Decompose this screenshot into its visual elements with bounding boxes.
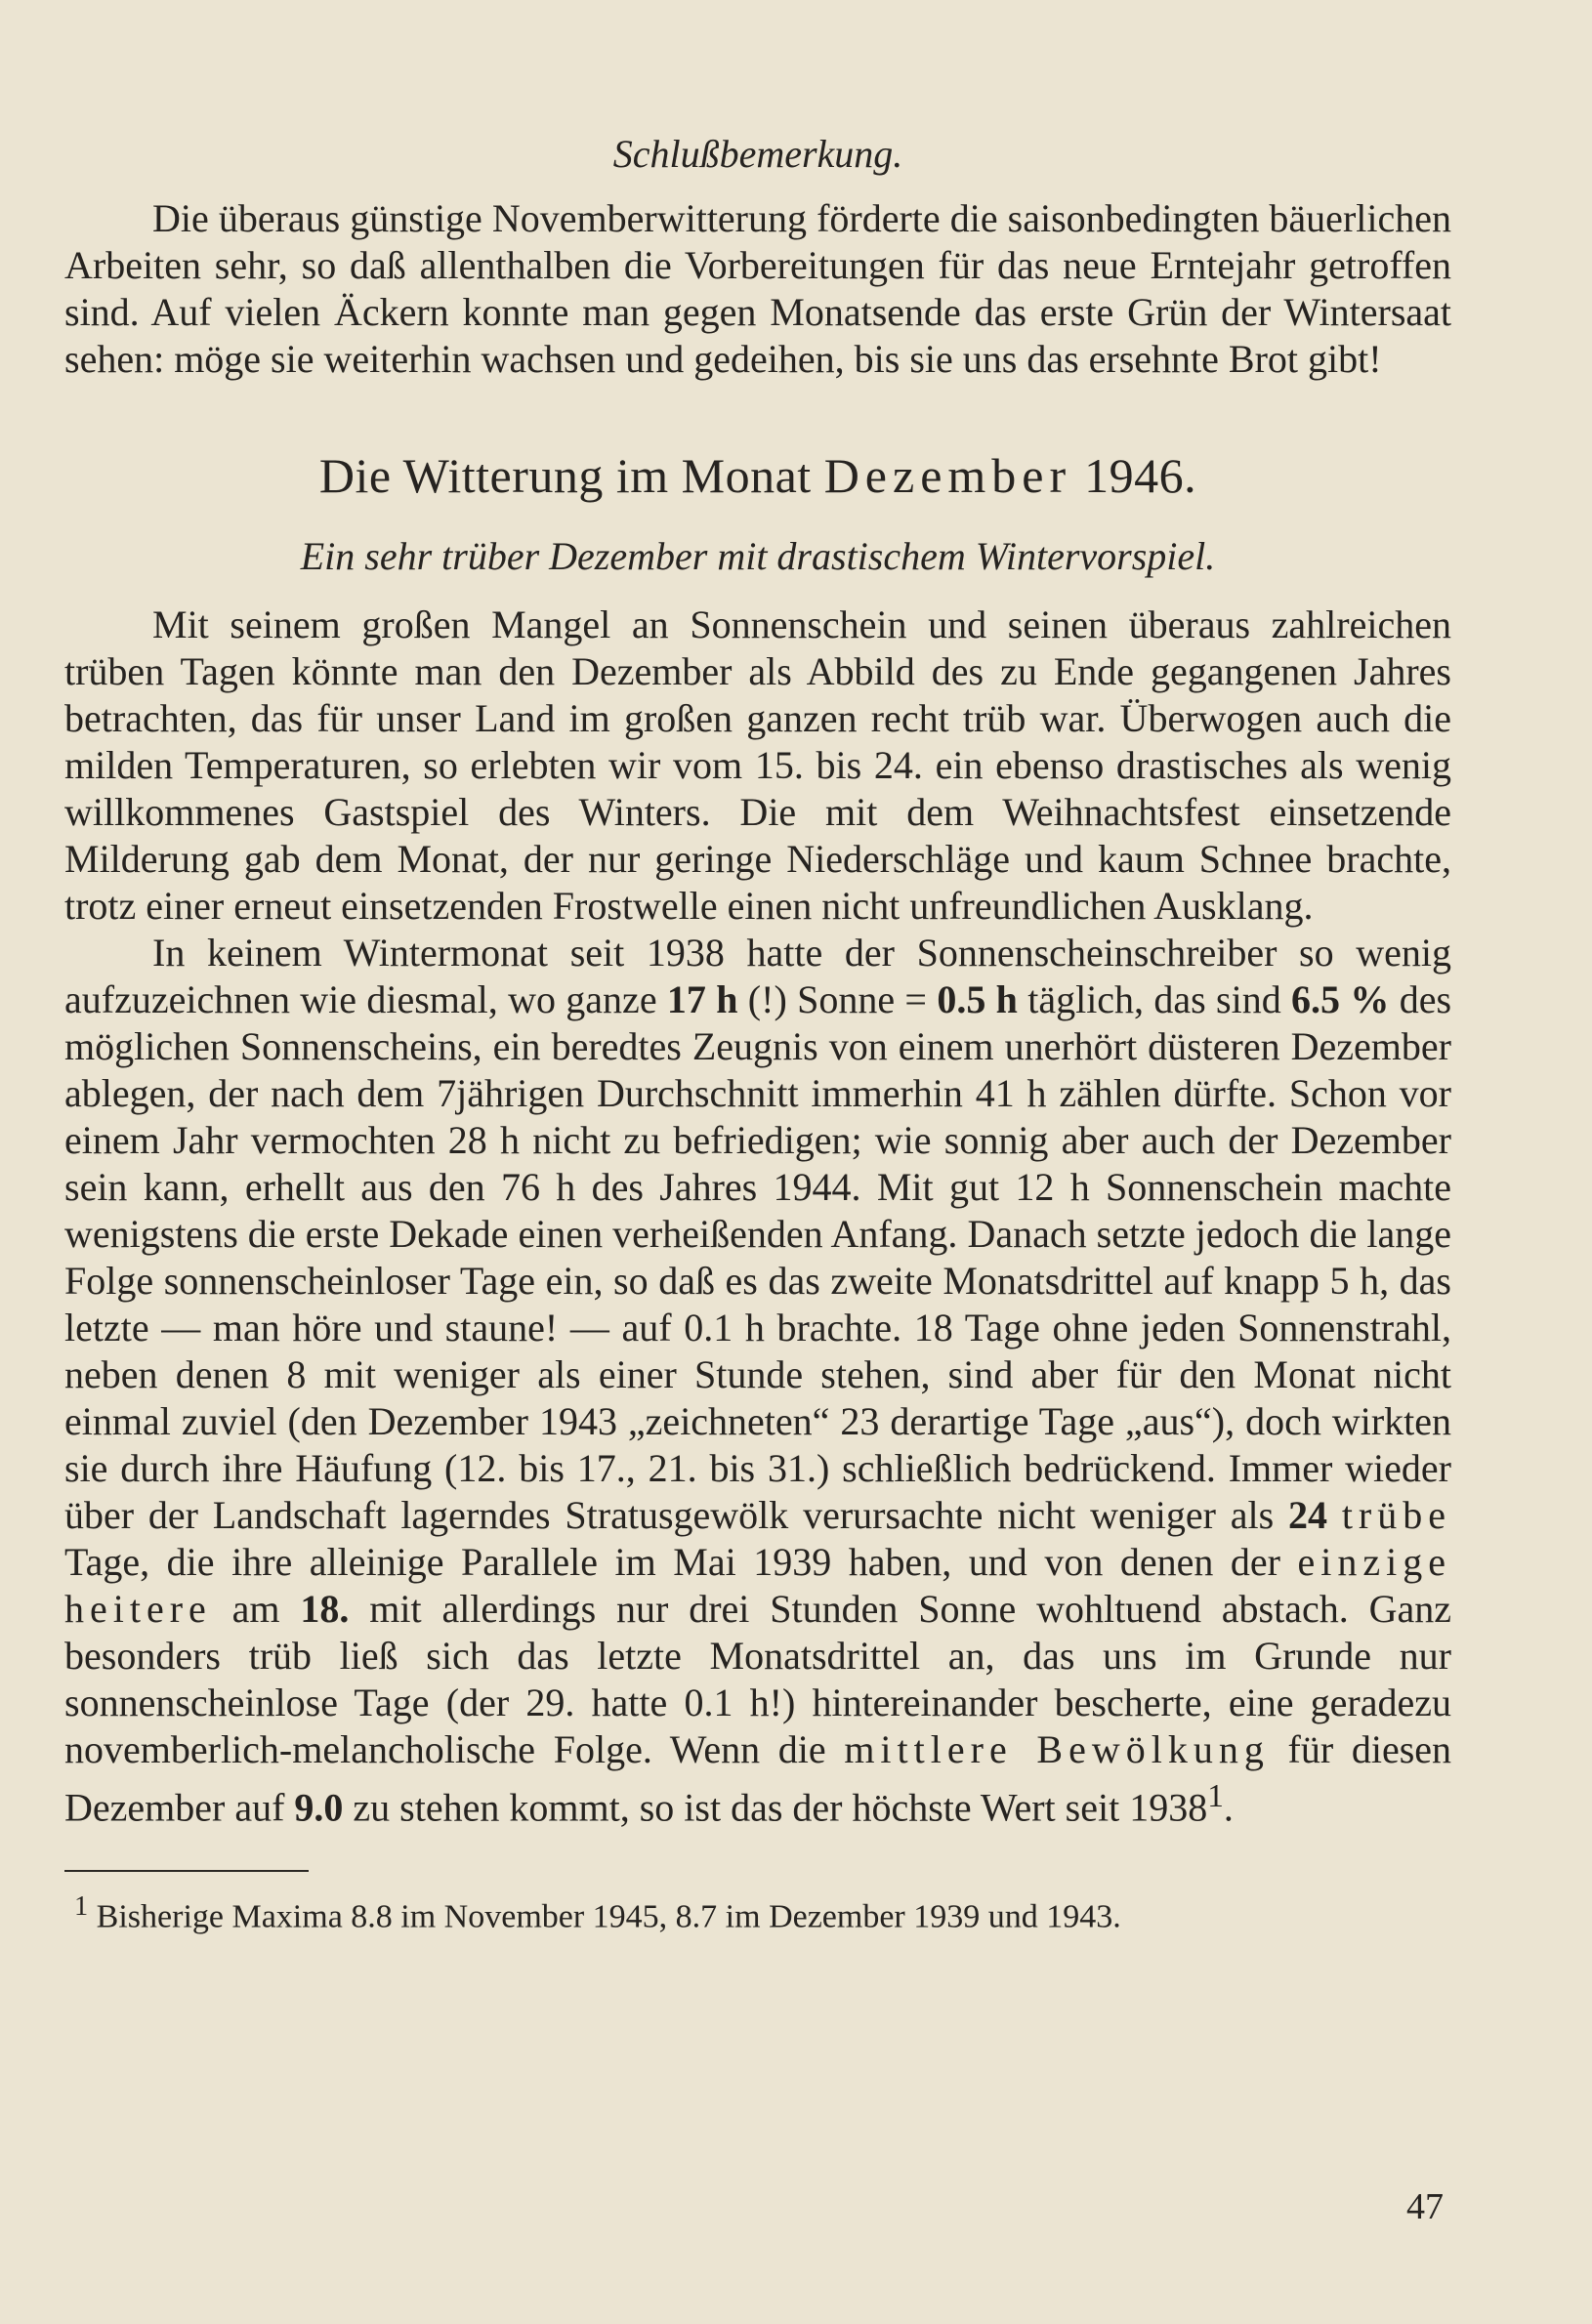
- p2-bold-3: 6.5 %: [1291, 977, 1390, 1021]
- p2-spaced-2: einzige heitere: [64, 1540, 1451, 1631]
- title-part-2: 1946.: [1071, 448, 1197, 503]
- p2-text-9: zu stehen kommt, so ist das der höchste Wert seit 1938: [343, 1785, 1208, 1830]
- footnote-divider: [64, 1870, 309, 1872]
- p2-text-5: Tage, die ihre alleinige Parallele im Mai 1939 haben, und von denen der: [64, 1540, 1298, 1584]
- closing-paragraph: Die überaus günstige Novemberwitterung förderte die saisonbedingten bäuerlichen Arbeiten sehr, so daß allenthalben die Vorbereitungen für das neue Erntejahr getroffen sind. Auf vielen Äckern konnte man gegen Monatsende das erste Grün der Wintersaat sehen: möge sie weiterhin wachsen und gedeihen, bis sie uns das ersehnte Brot gibt!: [64, 196, 1451, 381]
- p2-bold-5: 18.: [300, 1587, 350, 1631]
- paragraph-1: Mit seinem großen Mangel an Sonnenschein und seinen überaus zahlreichen trüben Tagen könnte man den Dezember als Abbild des zu Ende gegangenen Jahres betrachten, das für unser Land im großen ganzen recht trüb war. Überwogen auch die milden Temperaturen, so erlebten wir vom 15. bis 24. ein ebenso drastisches als wenig willkommenes Gastspiel des Winters. Die mit dem Weihnachtsfest einsetzende Milderung gab dem Monat, der nur geringe Niederschläge und kaum Schnee brachte, trotz einer erneut einsetzenden Frostwelle einen nicht unfreundlichen Ausklang.: [64, 602, 1451, 928]
- footnote-marker: 1: [74, 1891, 89, 1923]
- footnote-text: Bisherige Maxima 8.8 im November 1945, 8.7 im Dezember 1939 und 1943.: [88, 1898, 1121, 1935]
- footnote-reference: 1: [1207, 1778, 1224, 1814]
- p2-text-8: für diesen Dezember auf: [64, 1727, 1452, 1830]
- p2-text-6: am: [211, 1587, 301, 1631]
- paragraph-2: [64, 930, 1451, 1831]
- p2-text-7: mit allerdings nur drei Stunden Sonne wohltuend abstach. Ganz besonders trüb ließ sich das letzte Monatsdrittel an, das uns im Grunde nur sonnenscheinlose Tage (der 29. hatte 0.1 h!) hintereinander bescherte, eine geradezu novemberlich-melancholische Folge. Wenn die: [64, 1587, 1451, 1771]
- p2-bold-6: 9.0: [294, 1785, 344, 1830]
- title-month: Dezember: [823, 448, 1072, 503]
- p2-spaced-3: mittlere Bewölkung: [844, 1727, 1270, 1771]
- p2-text-1: In keinem Wintermonat seit 1938 hatte der Sonnenscheinschreiber so wenig aufzuzeichnen wie diesmal, wo ganze: [64, 931, 1451, 1021]
- text-column: [64, 127, 1451, 1939]
- section-heading-closing: Schlußbemerkung.: [612, 132, 903, 176]
- p2-text-2: (!) Sonne =: [737, 977, 938, 1021]
- p2-spaced-1: trübe: [1341, 1493, 1451, 1537]
- title-part-1: Die Witterung im Monat: [318, 448, 824, 503]
- p2-text-4: des möglichen Sonnenscheins, ein beredtes Zeugnis von einem unerhört düsteren Dezember ablegen, der nach dem 7jährigen Durchschnitt immerhin 41 h zählen dürfte. Schon vor einem Jahr vermochten 28 h nicht zu befriedigen; wie sonnig aber auch der Dezember sein kann, erhellt aus den 76 h des Jahres 1944. Mit gut 12 h Sonnenschein machte wenigstens die erste Dekade einen verheißenden Anfang. Danach setzte jedoch die lange Folge sonnenscheinloser Tage ein, so daß es das zweite Monatsdrittel auf knapp 5 h, das letzte — man höre und staune! — auf 0.1 h brachte. 18 Tage ohne jeden Sonnenstrahl, neben denen 8 mit weniger als einer Stunde stehen, sind aber für den Monat nicht einmal zuviel (den Dezember 1943 „zeichneten“ 23 derartige Tage „aus“), doch wirkten sie durch ihre Häufung (12. bis 17., 21. bis 31.) schließlich bedrückend. Immer wieder über der Landschaft lagerndes Stratusgewölk verursachte nicht weniger als: [64, 977, 1452, 1537]
- p2-bold-4: 24: [1287, 1493, 1327, 1537]
- footnote: [64, 1886, 1451, 1938]
- p2-text-10: .: [1223, 1785, 1234, 1830]
- p2-text-3: täglich, das sind: [1017, 977, 1292, 1021]
- article-subtitle: Ein sehr trüber Dezember mit drastischem Wintervorspiel.: [300, 534, 1216, 578]
- page-number: 47: [1406, 2186, 1444, 2227]
- article-title: [64, 441, 1451, 510]
- p2-bold-2: 0.5 h: [937, 977, 1018, 1021]
- p2-bold-1: 17 h: [666, 977, 738, 1021]
